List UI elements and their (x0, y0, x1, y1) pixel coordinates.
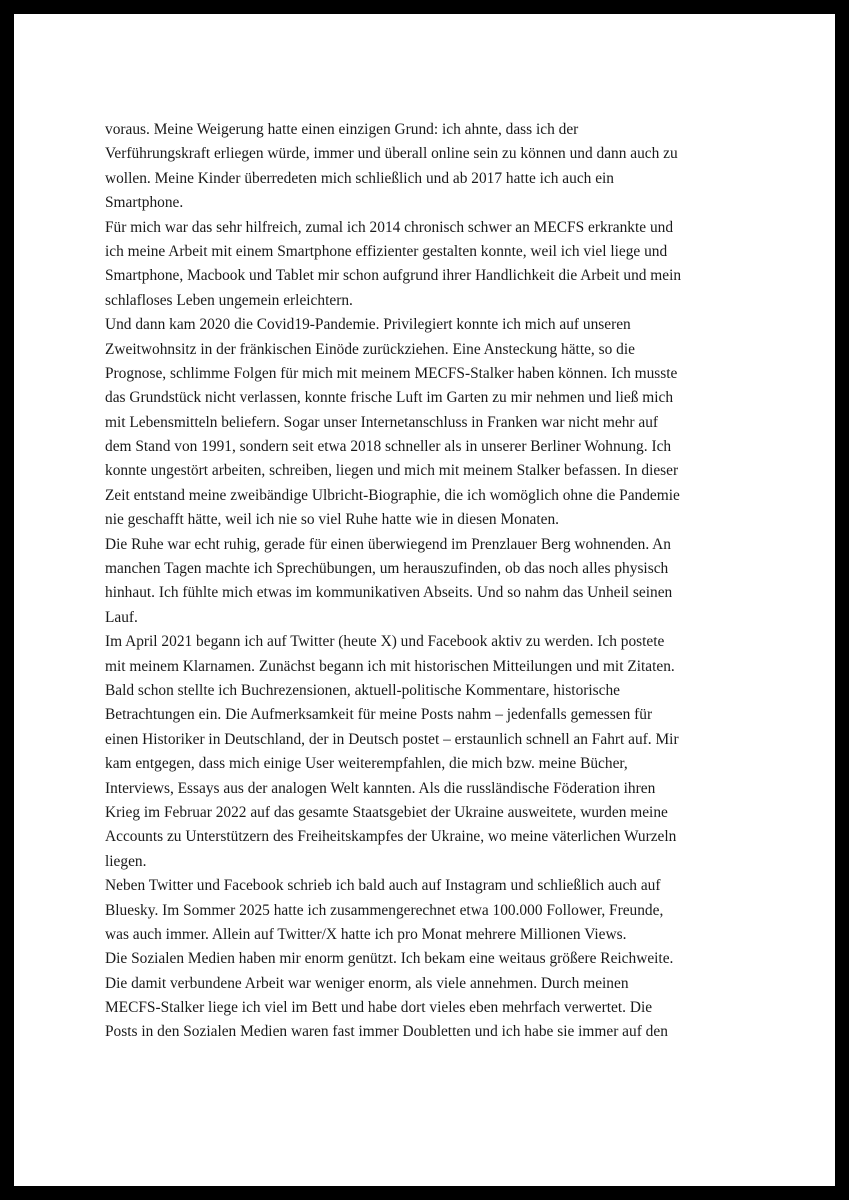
text-line: Im April 2021 begann ich auf Twitter (heute X) und Facebook aktiv zu werden. Ich postete (105, 633, 665, 651)
text-line: Bald schon stellte ich Buchrezensionen, aktuell-politische Kommentare, historische (105, 681, 621, 699)
text-line: kam entgegen, dass mich einige User weiterempfahlen, die mich bzw. meine Bücher, (105, 755, 628, 773)
text-line: Betrachtungen ein. Die Aufmerksamkeit für meine Posts nahm – jedenfalls gemessen für (105, 706, 653, 724)
text-line: konnte ungestört arbeiten, schreiben, liegen und mich mit meinem Stalker befassen. In dieser (105, 462, 679, 480)
text-line: mit Lebensmitteln beliefern. Sogar unser Internetanschluss in Franken war nicht mehr auf (105, 413, 659, 431)
text-line: nie geschafft hätte, weil ich nie so viel Ruhe hatte wie in diesen Monaten. (105, 511, 560, 529)
text-line: Und dann kam 2020 die Covid19-Pandemie. Privilegiert konnte ich mich auf unseren (105, 316, 631, 334)
text-line: dem Stand von 1991, sondern seit etwa 2018 schneller als in unserer Berliner Wohnung. Ich (105, 438, 672, 456)
text-line: Prognose, schlimme Folgen für mich mit meinem MECFS-Stalker haben können. Ich musste (105, 364, 678, 382)
text-line: Krieg im Februar 2022 auf das gesamte Staatsgebiet der Ukraine ausweitete, wurden meine (105, 803, 668, 821)
text-line: wollen. Meine Kinder überredeten mich schließlich und ab 2017 hatte ich auch ein (105, 169, 615, 187)
text-line: manchen Tagen machte ich Sprechübungen, um herauszufinden, ob das noch alles physisch (105, 560, 669, 578)
text-line: das Grundstück nicht verlassen, konnte frische Luft im Garten zu mir nehmen und ließ mich (105, 389, 674, 407)
text-line: Für mich war das sehr hilfreich, zumal ich 2014 chronisch schwer an MECFS erkrankte und (105, 218, 674, 236)
text-line: Lauf. (105, 608, 138, 626)
text-line: liegen. (105, 852, 147, 870)
text-line: Posts in den Sozialen Medien waren fast immer Doubletten und ich habe sie immer auf den (105, 1023, 668, 1041)
text-line: Die Ruhe war echt ruhig, gerade für einen überwiegend im Prenzlauer Berg wohnenden. An (105, 535, 671, 553)
text-line: hinhaut. Ich fühlte mich etwas im kommunikativen Abseits. Und so nahm das Unheil seinen (105, 584, 673, 602)
text-line: Smartphone. (105, 194, 184, 212)
document-page (14, 14, 835, 1186)
text-line: MECFS-Stalker liege ich viel im Bett und habe dort vieles eben mehrfach verwertet. Die (105, 999, 653, 1017)
text-line: Neben Twitter und Facebook schrieb ich bald auch auf Instagram und schließlich auch auf (105, 877, 661, 895)
text-line: Accounts zu Unterstützern des Freiheitskampfes der Ukraine, wo meine väterlichen Wurzeln (105, 828, 677, 846)
text-line: einen Historiker in Deutschland, der in Deutsch postet – erstaunlich schnell an Fahrt auf. Mir (105, 730, 679, 748)
text-line: schlafloses Leben ungemein erleichtern. (105, 291, 353, 309)
text-line: Verführungskraft erliegen würde, immer und überall online sein zu können und dann auch zu (105, 145, 678, 163)
text-line: ich meine Arbeit mit einem Smartphone effizienter gestalten konnte, weil ich viel liege und (105, 242, 668, 260)
text-line: Zweitwohnsitz in der fränkischen Einöde zurückziehen. Eine Ansteckung hätte, so die (105, 340, 635, 358)
text-line: mit meinem Klarnamen. Zunächst begann ich mit historischen Mitteilungen und mit Zitaten. (105, 657, 675, 675)
text-line: Smartphone, Macbook und Tablet mir schon aufgrund ihrer Handlichkeit die Arbeit und mein (105, 267, 682, 285)
text-line: Die damit verbundene Arbeit war weniger enorm, als viele annehmen. Durch meinen (105, 974, 629, 992)
text-line: Die Sozialen Medien haben mir enorm genützt. Ich bekam eine weitaus größere Reichweite. (105, 950, 674, 968)
text-line: Bluesky. Im Sommer 2025 hatte ich zusammengerechnet etwa 100.000 Follower, Freunde, (105, 901, 664, 919)
text-line: Interviews, Essays aus der analogen Welt kannten. Als die russländische Föderation ihren (105, 779, 656, 797)
text-line: was auch immer. Allein auf Twitter/X hatte ich pro Monat mehrere Millionen Views. (105, 925, 627, 943)
text-line: Zeit entstand meine zweibändige Ulbricht-Biographie, die ich womöglich ohne die Pandemie (105, 486, 680, 504)
body-text (105, 118, 745, 1045)
text-line: voraus. Meine Weigerung hatte einen einzigen Grund: ich ahnte, dass ich der (105, 121, 579, 138)
